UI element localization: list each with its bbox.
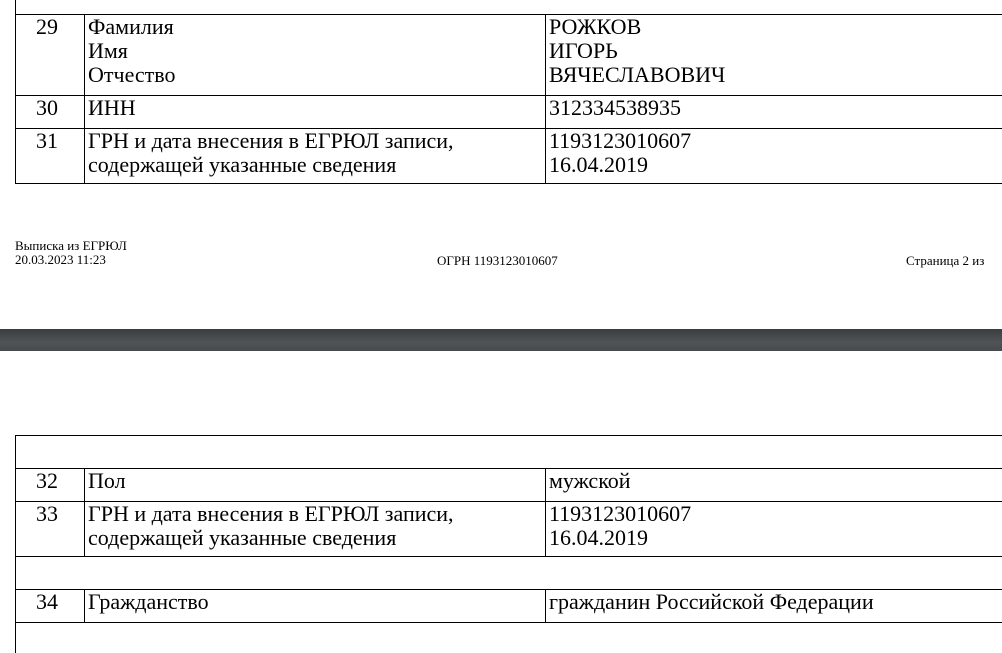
- row-label: [85, 96, 546, 129]
- egrul-table-page-2: [15, 435, 1002, 653]
- row-number: 33: [16, 502, 85, 557]
- label-citizenship: Гражданство: [88, 589, 209, 614]
- value-gender: мужской: [549, 468, 631, 493]
- row-value: [546, 96, 1002, 129]
- value-surname: РОЖКОВ: [549, 14, 642, 39]
- footer-doc-title: Выписка из ЕГРЮЛ: [15, 238, 127, 253]
- row-value: [546, 469, 1002, 502]
- row-number: 31: [16, 129, 85, 184]
- value-grn-date: 16.04.2019: [549, 525, 648, 550]
- table-row: [16, 129, 1002, 184]
- label-grn-line-2: содержащей указанные сведения: [88, 152, 397, 177]
- table-row: [16, 502, 1002, 557]
- value-first-name: ИГОРЬ: [549, 38, 618, 63]
- table-row: [16, 590, 1002, 623]
- row-value: [546, 590, 1002, 623]
- row-value: [546, 15, 1002, 96]
- row-number: 32: [16, 469, 85, 502]
- document-page-2: [0, 351, 1002, 653]
- page-footer-left: [15, 239, 127, 267]
- row-label: [85, 469, 546, 502]
- footer-ogrn: ОГРН 1193123010607: [437, 253, 558, 268]
- value-grn-date: 16.04.2019: [549, 152, 648, 177]
- value-patronymic: ВЯЧЕСЛАВОВИЧ: [549, 62, 726, 87]
- row-number: 29: [16, 15, 85, 96]
- label-surname: Фамилия: [88, 14, 174, 39]
- value-inn: 312334538935: [549, 95, 681, 120]
- table-row: [16, 469, 1002, 502]
- value-grn: 1193123010607: [549, 501, 692, 526]
- row-value: [546, 129, 1002, 184]
- table-row: [16, 15, 1002, 96]
- row-value: [546, 502, 1002, 557]
- page-separator: [0, 329, 1002, 351]
- row-label: [85, 590, 546, 623]
- label-gender: Пол: [88, 468, 126, 493]
- value-citizenship: гражданин Российской Федерации: [549, 589, 874, 614]
- label-grn-line-2: содержащей указанные сведения: [88, 525, 397, 550]
- egrul-table-page-1: [15, 0, 1002, 184]
- table-spacer-row: [16, 0, 1002, 15]
- label-inn: ИНН: [88, 95, 136, 120]
- label-grn-line-1: ГРН и дата внесения в ЕГРЮЛ записи,: [88, 128, 454, 153]
- row-number: 30: [16, 96, 85, 129]
- value-grn: 1193123010607: [549, 128, 692, 153]
- label-patronymic: Отчество: [88, 62, 176, 87]
- section-header-row: [16, 623, 1002, 653]
- footer-page-number: Страница 2 из: [906, 253, 985, 268]
- table-row: [16, 96, 1002, 129]
- row-number: 34: [16, 590, 85, 623]
- row-label: [85, 129, 546, 184]
- label-first-name: Имя: [88, 38, 128, 63]
- section-header-row: [16, 557, 1002, 590]
- row-label: [85, 502, 546, 557]
- section-header-row: [16, 436, 1002, 469]
- footer-datetime: 20.03.2023 11:23: [15, 252, 106, 267]
- row-label: [85, 15, 546, 96]
- label-grn-line-1: ГРН и дата внесения в ЕГРЮЛ записи,: [88, 501, 454, 526]
